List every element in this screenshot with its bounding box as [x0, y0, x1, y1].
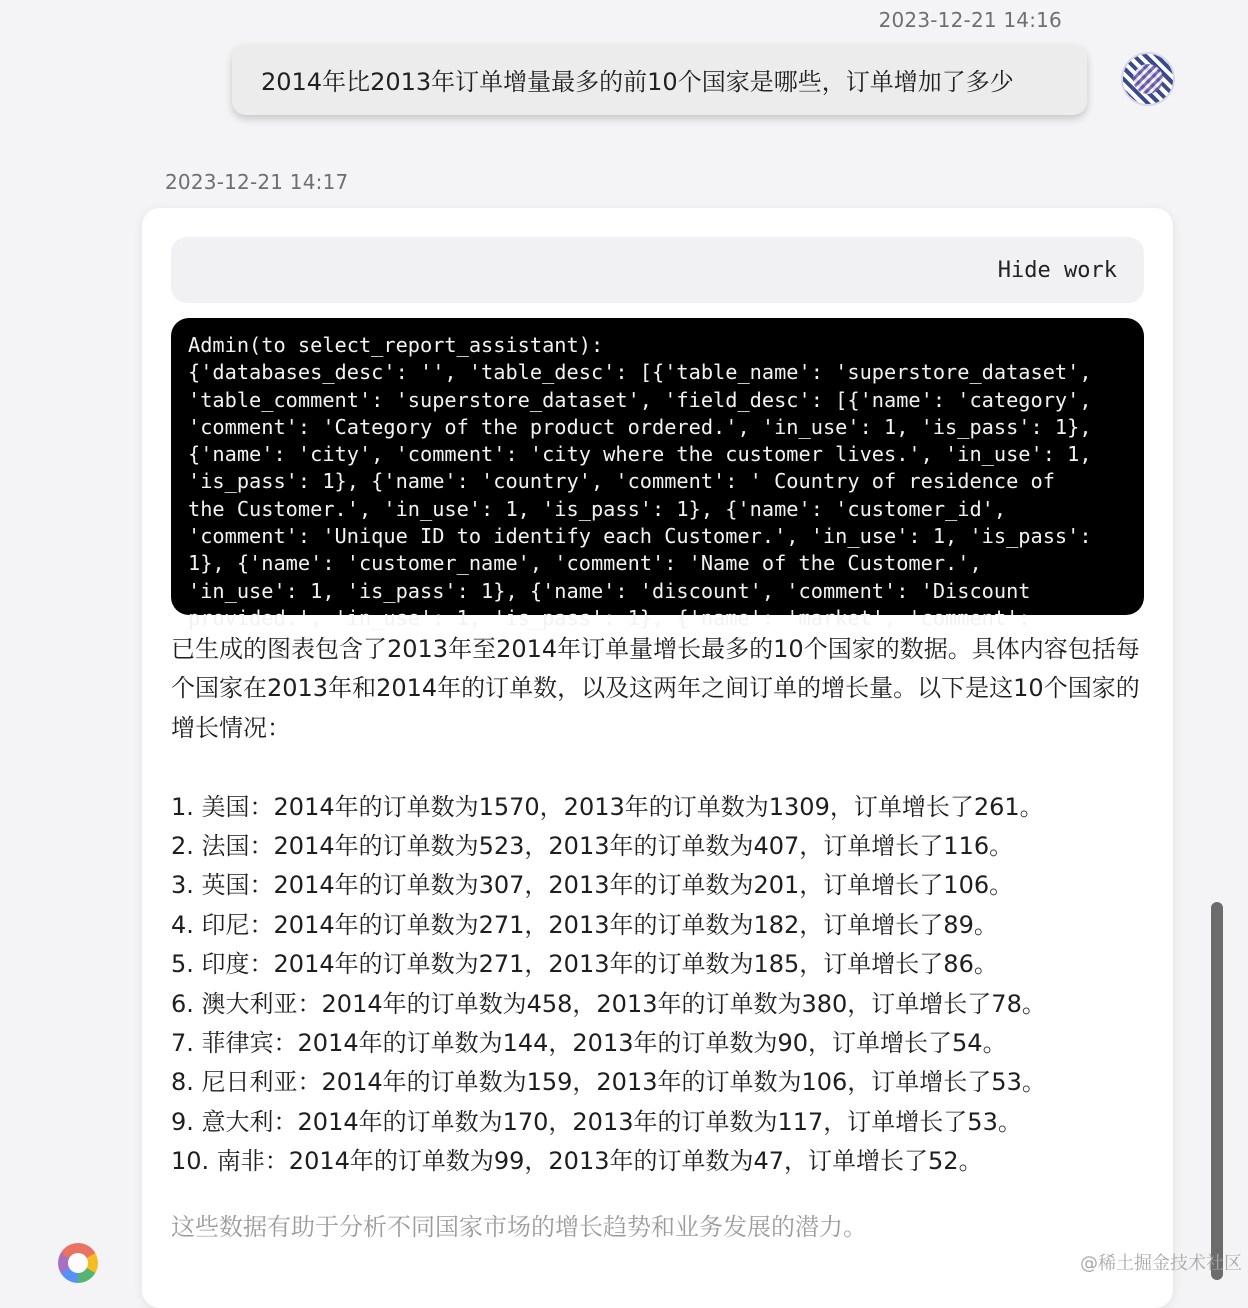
list-item: 2. 法国：2014年的订单数为523，2013年的订单数为407，订单增长了116。 [171, 832, 1014, 861]
list-item: 10. 南非：2014年的订单数为99，2013年的订单数为47，订单增长了52。 [171, 1147, 983, 1176]
user-message-bubble [232, 44, 1087, 115]
hide-work-button[interactable] [171, 237, 1144, 303]
bot-message-timestamp: 2023-12-21 14:17 [165, 170, 349, 194]
country-growth-list [171, 788, 1141, 1182]
answer-closing: 这些数据有助于分析不同国家市场的增长趋势和业务发展的潜力。 [171, 1212, 867, 1241]
list-item: 6. 澳大利亚：2014年的订单数为458，2013年的订单数为380，订单增长了78。 [171, 989, 1046, 1018]
list-item: 4. 印尼：2014年的订单数为271，2013年的订单数为182，订单增长了89。 [171, 910, 998, 939]
list-item: 7. 菲律宾：2014年的订单数为144，2013年的订单数为90，订单增长了54。 [171, 1029, 1007, 1058]
hide-work-label: Hide work [997, 257, 1117, 283]
scrollbar-thumb[interactable] [1211, 902, 1223, 1280]
list-item: 5. 印度：2014年的订单数为271，2013年的订单数为185，订单增长了86。 [171, 950, 998, 979]
work-log-text: Admin(to select_report_assistant): {'databases_desc': '', 'table_desc': [{'table_name': 'superstore_dataset', 'table_comment': 'superstore_dataset', 'field_desc': [{'name': 'category', 'comment': 'Category of the product ordered.', 'in_use': 1, 'is_pass': 1}, {'name': 'city', 'comment': 'city where the customer lives.', 'in_use': 1, 'is_pass': 1}, {'name': 'country', 'comment': ' Country of residence of the Customer.', 'in_use': 1, 'is_pass': 1}, {'name': 'customer_id', 'comment': 'Unique ID to identify each Customer.', 'in_use': 1, 'is_pass': 1}, {'name': 'customer_name', 'comment': 'Name of the Customer.', 'in_use': 1, 'is_pass': 1}, {'name': 'discount', 'comment': 'Discount provided.', 'in_use': 1, 'is_pass': 1}, {'name': 'market', 'comment': [188, 333, 1092, 630]
bot-answer [171, 630, 1141, 1247]
user-avatar[interactable] [1121, 52, 1175, 106]
list-item: 9. 意大利：2014年的订单数为170，2013年的订单数为117，订单增长了53。 [171, 1107, 1022, 1136]
list-item: 1. 美国：2014年的订单数为1570，2013年的订单数为1309，订单增长了261。 [171, 792, 1044, 821]
bot-message-card [142, 208, 1173, 1308]
user-message-timestamp: 2023-12-21 14:16 [878, 8, 1062, 32]
app-logo-icon [58, 1243, 98, 1283]
list-item: 8. 尼日利亚：2014年的订单数为159，2013年的订单数为106，订单增长了53。 [171, 1068, 1046, 1097]
user-message-text: 2014年比2013年订单增量最多的前10个国家是哪些，订单增加了多少 [261, 68, 1014, 96]
watermark: @稀土掘金技术社区 [1080, 1253, 1242, 1274]
list-item: 3. 英国：2014年的订单数为307，2013年的订单数为201，订单增长了106。 [171, 871, 1014, 900]
work-log-code-block[interactable] [171, 318, 1144, 630]
answer-intro: 已生成的图表包含了2013年至2014年订单量增长最多的10个国家的数据。具体内容包括每个国家在2013年和2014年的订单数，以及这两年之间订单的增长量。以下是这10个国家的增长情况： [171, 635, 1140, 742]
